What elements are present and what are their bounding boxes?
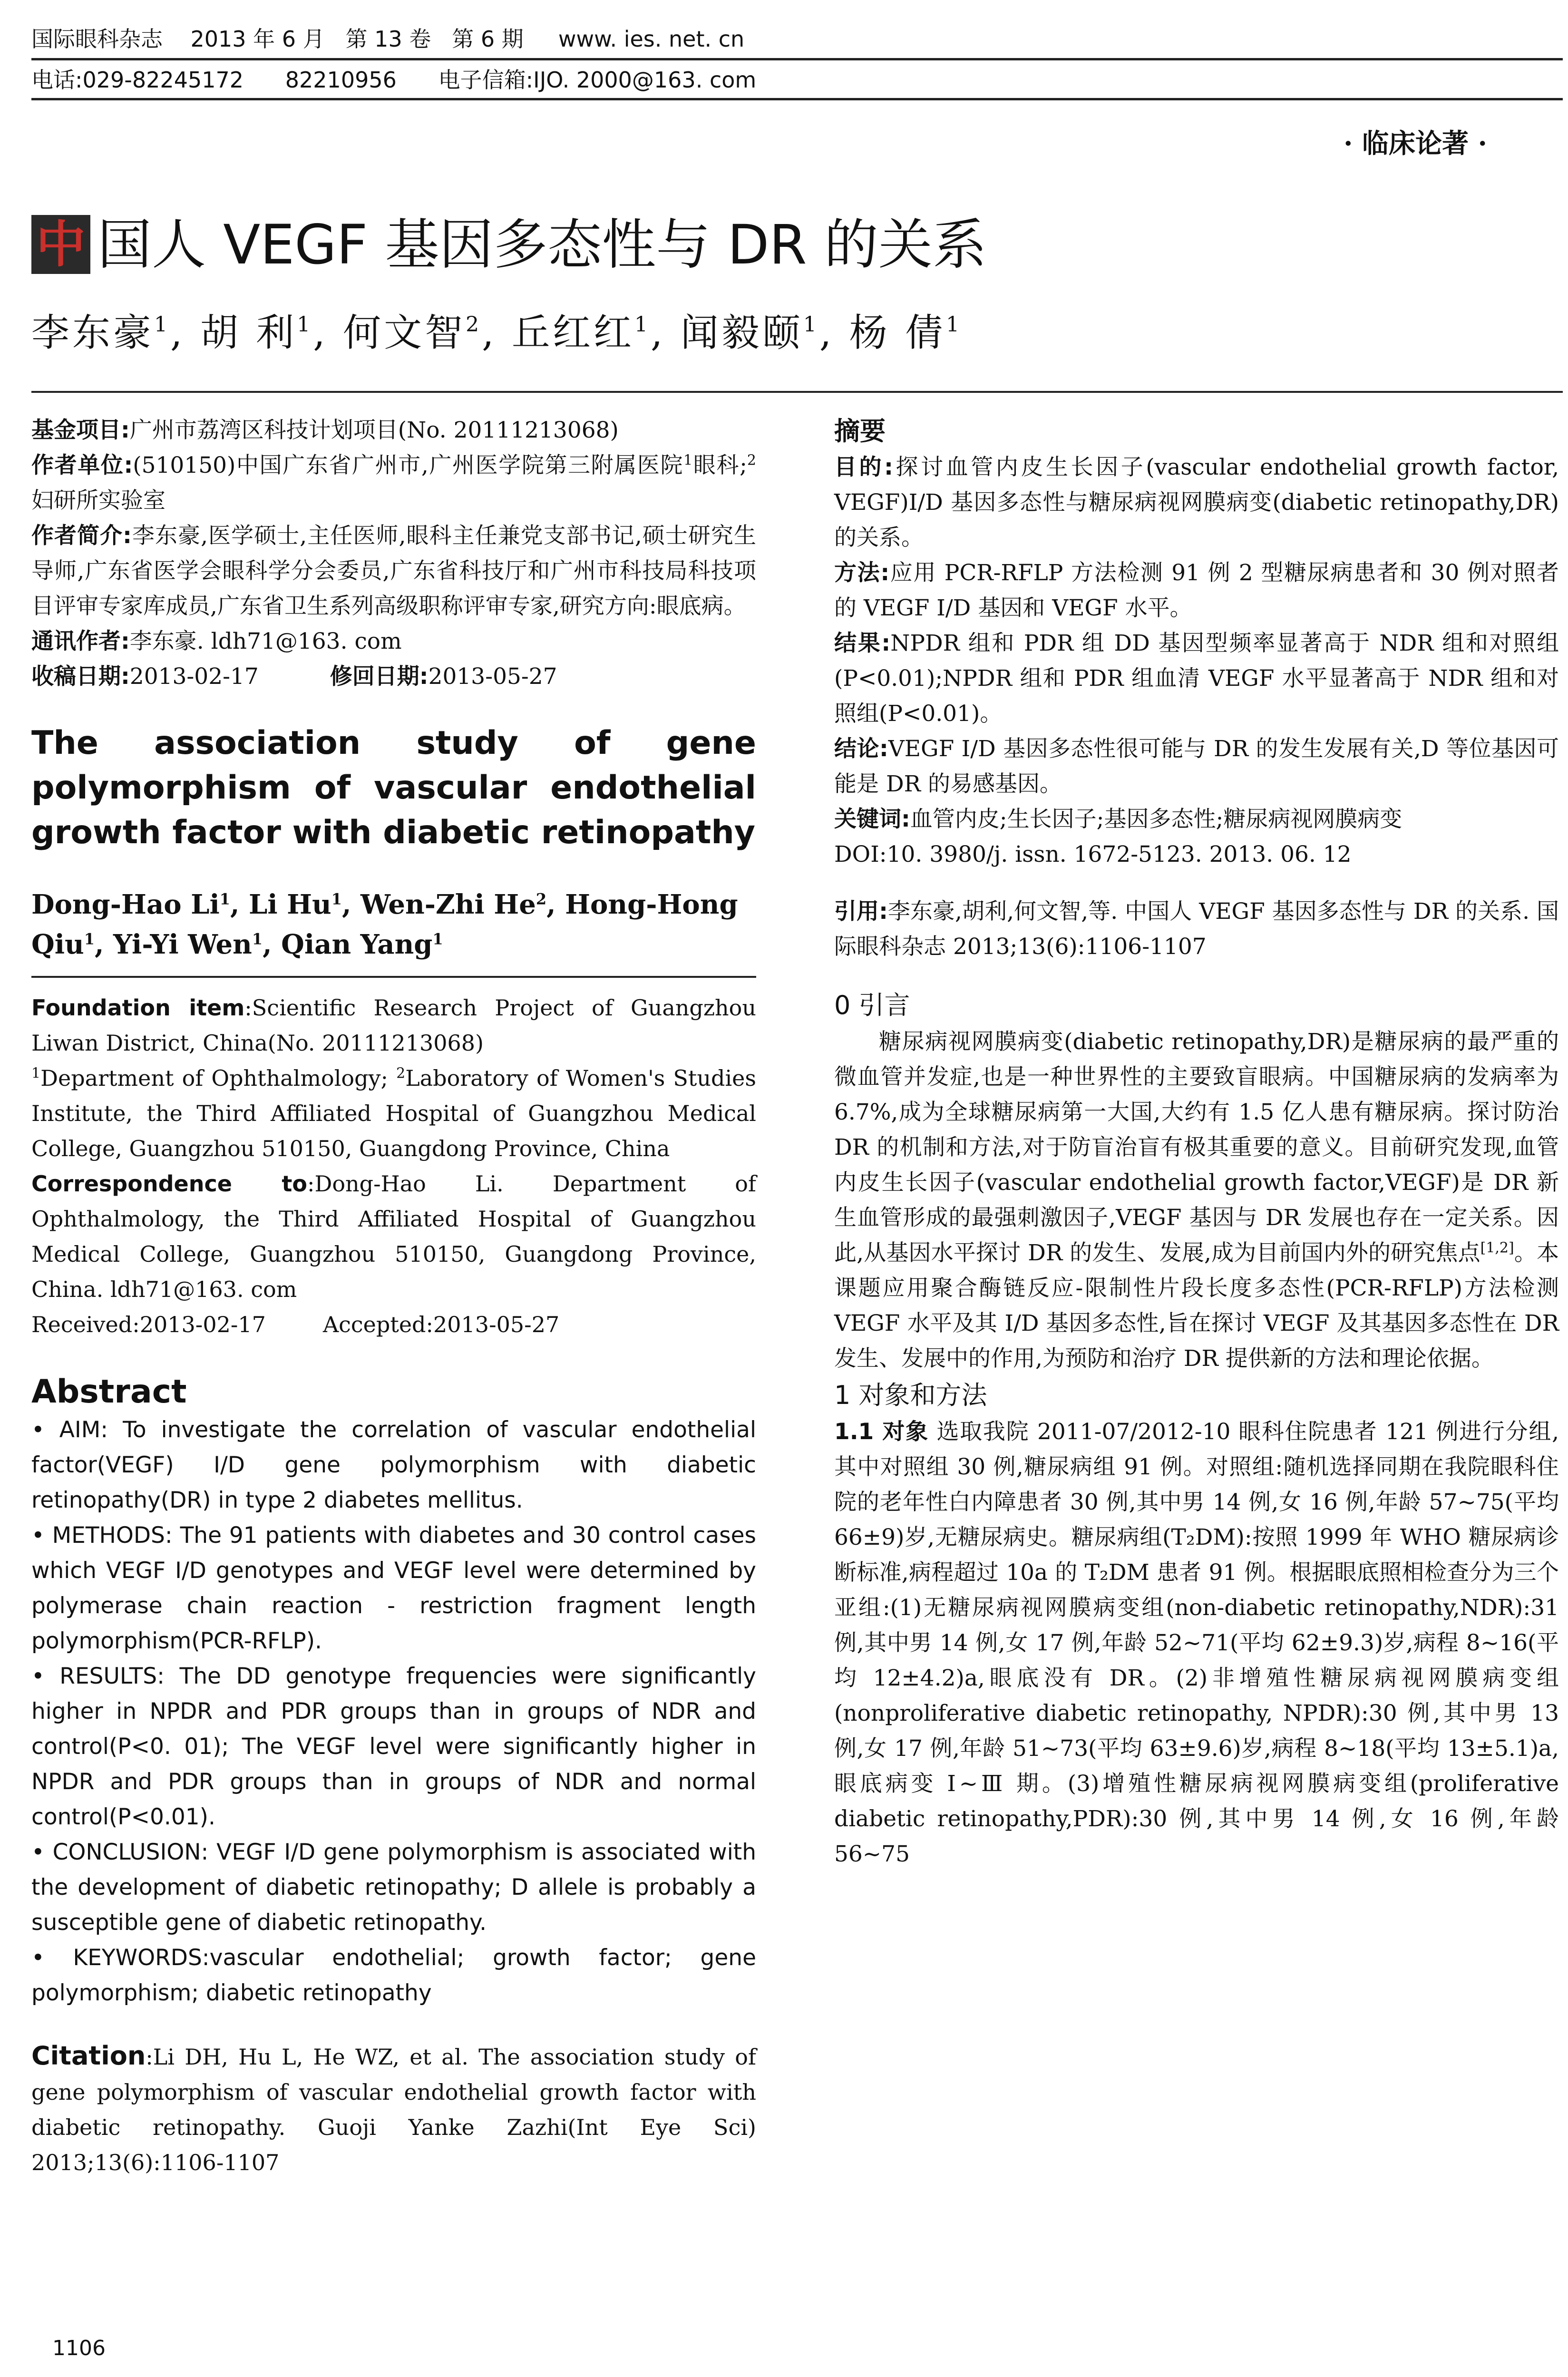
author-name: 李东豪 [31, 311, 154, 355]
author-name: Hong-Hong Qiu [31, 889, 738, 960]
page-number: 1106 [52, 2336, 106, 2360]
received-label: 收稿日期: [31, 663, 130, 690]
aim-label: • AIM: [31, 1417, 108, 1443]
received-date: 2013-02-17 [129, 663, 259, 690]
foundation-text: :Scientific Research Project of Guangzhou Liwan District, China(No. 20111213068) [31, 995, 757, 1056]
keywords-label: • KEYWORDS: [31, 1945, 210, 1971]
aim-cn-label: 目的: [834, 454, 893, 480]
aim-cn-text: 探讨血管内皮生长因子(vascular endothelial growth factor, VEGF)I/D 基因多态性与糖尿病视网膜病变(diabetic retinopathy,DR)的关系。 [834, 454, 1559, 551]
conclusion-cn-label: 结论: [834, 736, 888, 762]
foundation-label: Foundation item [31, 995, 245, 1021]
english-title: The association study of gene polymorphism of vascular endothelial growth factor with diabetic retinopathy [31, 724, 756, 851]
author-affiliation: 1 [331, 890, 342, 908]
aim-text: To investigate the correlation of vascular endothelial factor(VEGF) I/D gene polymorphism with diabetic retinopathy(DR) in type 2 diabetes mellitus. [31, 1417, 757, 1513]
unit-label: 作者单位: [31, 452, 133, 478]
english-dates [31, 1307, 756, 1342]
title-initial-mark: 中 [31, 215, 90, 274]
abstract-heading: Abstract [31, 1373, 187, 1411]
author-list: 李东豪$^1$, 胡 利$^1$, 何文智$^2$, 丘红红$^1$, 闻毅颐$^1$, 杨 倩$^1$ [31, 311, 963, 355]
foundation-item [31, 990, 756, 1061]
unit-sup-2: 2 [747, 452, 756, 469]
unit-text-b: 眼科; [692, 452, 747, 478]
dept-sup-2: 2 [396, 1065, 406, 1082]
dept-sup: 1 [31, 1065, 41, 1082]
journal-contact-line: 电话:029-82245172 82210956 电子信箱:IJO. 2000@163. com [31, 67, 757, 93]
title-divider [31, 391, 1563, 393]
abstract-results [31, 1659, 756, 1835]
results-cn-label: 结果: [834, 630, 891, 656]
keywords-cn-label: 关键词: [834, 806, 910, 832]
correspondence-text: :Dong-Hao Li. Department of Ophthalmology, the Third Affiliated Hospital of Guangzhou Medical College, Guangzhou 510150, Guangdong Province, China. ldh71@163. com [31, 1171, 756, 1302]
revised-label: 修回日期: [330, 663, 429, 690]
author-name: 丘红红 [512, 311, 635, 355]
author-unit [31, 448, 756, 518]
abstract-conclusion [31, 1835, 756, 1940]
abstract-cn-heading: 摘要 [834, 416, 886, 446]
author-affiliation: 1 [297, 312, 313, 337]
results-cn-text: NPDR 组和 PDR 组 DD 基因型频率显著高于 NDR 组和对照组(P<0.01);NPDR 组和 PDR 组血清 VEGF 水平显著高于 NDR 组和对照组(P<0.01)。 [834, 630, 1559, 727]
english-author-list: Dong-Hao Li$^1$, Li Hu$^1$, Wen-Zhi He$^2$, Hong-Hong Qiu$^1$, Yi-Yi Wen$^1$, Qian Yang$^1$ [31, 889, 738, 960]
header-divider [31, 58, 1563, 60]
fund-text: 广州市荔湾区科技计划项目(No. 20111213068) [129, 417, 619, 443]
revised-date: 2013-05-27 [428, 663, 557, 690]
dept-text-2: Laboratory of Women's Studies Institute, the Third Affiliated Hospital of Guangzhou Medical College, Guangzhou 510150, Guangdong Province, China [31, 1065, 756, 1161]
left-column [31, 413, 756, 2180]
author-affiliation: 1 [432, 930, 443, 948]
abstract-cn-methods [834, 555, 1559, 626]
bio-label: 作者简介: [31, 523, 132, 549]
conclusion-label: • CONCLUSION: [31, 1839, 209, 1865]
methods-body: 选取我院 2011-07/2012-10 眼科住院患者 121 例进行分组,其中对照组 30 例,糖尿病组 91 例。对照组:随机选择同期在我院眼科住院的老年性白内障患者 30 例,其中男 14 例,女 16 例,年龄 57~75(平均 66±9)岁,无糖尿病史。糖尿病组(T₂DM):按照 1999 年 WHO 糖尿病诊断标准,病程超过 10a 的 T₂DM 患者 91 例。根据眼底照相检查分为三个亚组:(1)无糖尿病视网膜病变组(non-diabetic retinopathy,NDR):31 例,其中男 14 例,女 17 例,年龄 52~71(平均 62±9.3)岁,病程 8~16(平均 12±4.2)a,眼底没有 DR。(2)非增殖性糖尿病视网膜病变组(nonproliferative diabetic retinopathy, NPDR):30 例,其中男 13 例,女 17 例,年龄 51~73(平均 63±9.6)岁,病程 8~18(平均 13±5.1)a,眼底病变 Ⅰ~Ⅲ 期。(3)增殖性糖尿病视网膜病变组(proliferative diabetic retinopathy,PDR):30 例,其中男 14 例,女 16 例,年龄 56~75 [834, 1419, 1559, 1867]
results-text: The DD genotype frequencies were significantly higher in NPDR and PDR groups than in groups of NDR and control(P<0. 01); The VEGF level were significantly higher in NPDR and PDR groups than in groups of NDR and normal control(P<0.01). [31, 1663, 756, 1830]
results-label: • RESULTS: [31, 1663, 165, 1689]
author-name: Qian Yang [281, 929, 433, 960]
author-affiliation: 1 [252, 930, 263, 948]
bio-text: 李东豪,医学硕士,主任医师,眼科主任兼党支部书记,硕士研究生导师,广东省医学会眼科学分会委员,广东省科技厅和广州市科技局科技项目评审专家库成员,广东省卫生系列高级职称评审专家,研究方向:眼底病。 [31, 523, 756, 619]
intro-heading: 0 引言 [834, 990, 910, 1020]
intro-paragraph [834, 1024, 1559, 1376]
abstract-cn-keywords [834, 802, 1559, 837]
section-label: · 临床论著 · [1344, 128, 1487, 159]
unit-text: (510150)中国广东省广州市,广州医学院第三附属医院 [133, 452, 684, 478]
abstract-keywords [31, 1940, 756, 2011]
keywords-text: vascular endothelial; growth factor; gene polymorphism; diabetic retinopathy [31, 1945, 757, 2006]
author-affiliation: 2 [466, 312, 482, 337]
methods-label: • METHODS: [31, 1522, 173, 1549]
methods-heading: 1 对象和方法 [834, 1380, 987, 1410]
accepted-en: Accepted:2013-05-27 [322, 1312, 560, 1337]
intro-text: 糖尿病视网膜病变(diabetic retinopathy,DR)是糖尿病的最严重的微血管并发症,也是一种世界性的主要致盲眼病。中国糖尿病的发病率为 6.7%,成为全球糖尿病第一大国,大约有 1.5 亿人患有糖尿病。探讨防治 DR 的机制和方法,对于防盲治盲有极其重要的意义。目前研究发现,血管内皮生长因子(vascular endothelial growth factor,VEGF)是 DR 新生血管形成的最强刺激因子,VEGF 基因与 DR 发展也存在一定关系。因此,从基因水平探讨 DR 的发生、发展,成为目前国内外的研究焦点 [834, 1029, 1559, 1266]
reference-marker: [1,2] [1480, 1239, 1514, 1257]
methods-cn-text: 应用 PCR-RFLP 方法检测 91 例 2 型糖尿病患者和 30 例对照者的 VEGF I/D 基因和 VEGF 水平。 [834, 560, 1559, 621]
abstract-cn-aim [834, 450, 1559, 555]
journal-info-line: 国际眼科杂志 2013 年 6 月 第 13 卷 第 6 期 www. ies. net. cn [31, 26, 745, 52]
right-column [834, 413, 1559, 1872]
author-affiliation: 1 [84, 930, 95, 948]
unit-text-c: 妇研所实验室 [31, 487, 166, 514]
author-affiliation: 2 [536, 890, 547, 908]
column-divider [31, 976, 756, 978]
header-divider-2 [31, 98, 1563, 100]
subsection-label: 1.1 对象 [834, 1419, 929, 1445]
conclusion-cn-text: VEGF I/D 基因多态性很可能与 DR 的发生发展有关,D 等位基因可能是 DR 的易感基因。 [834, 736, 1559, 797]
doi: DOI:10. 3980/j. issn. 1672-5123. 2013. 06. 12 [834, 841, 1352, 867]
abstract-cn-results [834, 626, 1559, 731]
author-affiliation: 1 [219, 890, 230, 908]
abstract-aim [31, 1413, 756, 1518]
author-name: Dong-Hao Li [31, 889, 220, 920]
abstract-methods [31, 1518, 756, 1659]
keywords-cn-text: 血管内皮;生长因子;基因多态性;糖尿病视网膜病变 [910, 806, 1402, 832]
correspondence [31, 1166, 756, 1307]
fund-info [31, 413, 756, 448]
abstract-cn-conclusion [834, 731, 1559, 802]
affiliations [31, 1061, 756, 1166]
methods-paragraph [834, 1414, 1559, 1872]
author-name: Yi-Yi Wen [113, 929, 252, 960]
citation-cn-label: 引用: [834, 898, 888, 925]
intro-text-b: 。本课题应用聚合酶链反应-限制性片段长度多态性(PCR-RFLP)方法检测 VEGF 水平及其 I/D 基因多态性,旨在探讨 VEGF 及其基因多态性在 DR 发生、发展中的作用,为预防和治疗 DR 提供新的方法和理论依据。 [834, 1240, 1559, 1372]
correspondence-label: Correspondence to [31, 1171, 307, 1197]
methods-cn-label: 方法: [834, 560, 890, 586]
author-affiliation: 1 [634, 312, 651, 337]
corr-label: 通讯作者: [31, 628, 130, 654]
article-title: 国人 VEGF 基因多态性与 DR 的关系 [97, 213, 987, 276]
citation-en [31, 2038, 756, 2180]
author-bio [31, 518, 756, 624]
citation-cn-text: 李东豪,胡利,何文智,等. 中国人 VEGF 基因多态性与 DR 的关系. 国际眼科杂志 2013;13(6):1106-1107 [834, 898, 1559, 960]
author-name: 胡 利 [200, 311, 297, 355]
citation-cn [834, 894, 1559, 964]
methods-text: The 91 patients with diabetes and 30 control cases which VEGF I/D genotypes and VEGF level were determined by polymerase chain reaction - restriction fragment length polymorphism(PCR-RFLP). [31, 1522, 756, 1654]
author-name: Li Hu [248, 889, 331, 920]
author-name: Wen-Zhi He [360, 889, 536, 920]
citation-text: :Li DH, Hu L, He WZ, et al. The association study of gene polymorphism of vascular endothelial growth factor with diabetic retinopathy. Guoji Yanke Zazhi(Int Eye Sci) 2013;13(6):1106-1107 [31, 2044, 756, 2175]
author-affiliation: 1 [946, 312, 963, 337]
dept-text: Department of Ophthalmology; [40, 1065, 397, 1091]
citation-label: Citation [31, 2041, 146, 2071]
dates [31, 659, 756, 694]
fund-label: 基金项目: [31, 417, 130, 443]
author-name: 何文智 [343, 311, 466, 355]
unit-sup: 1 [683, 452, 693, 469]
author-affiliation: 1 [803, 312, 819, 337]
author-name: 闻毅颐 [680, 311, 803, 355]
corr-text: 李东豪. ldh71@163. com [129, 628, 402, 654]
received-en: Received:2013-02-17 [31, 1312, 266, 1337]
author-affiliation: 1 [154, 312, 170, 337]
author-name: 杨 倩 [849, 311, 946, 355]
corresponding-author [31, 624, 756, 659]
conclusion-text: VEGF I/D gene polymorphism is associated with the development of diabetic retinopathy; D allele is probably a susceptible gene of diabetic retinopathy. [31, 1839, 756, 1936]
